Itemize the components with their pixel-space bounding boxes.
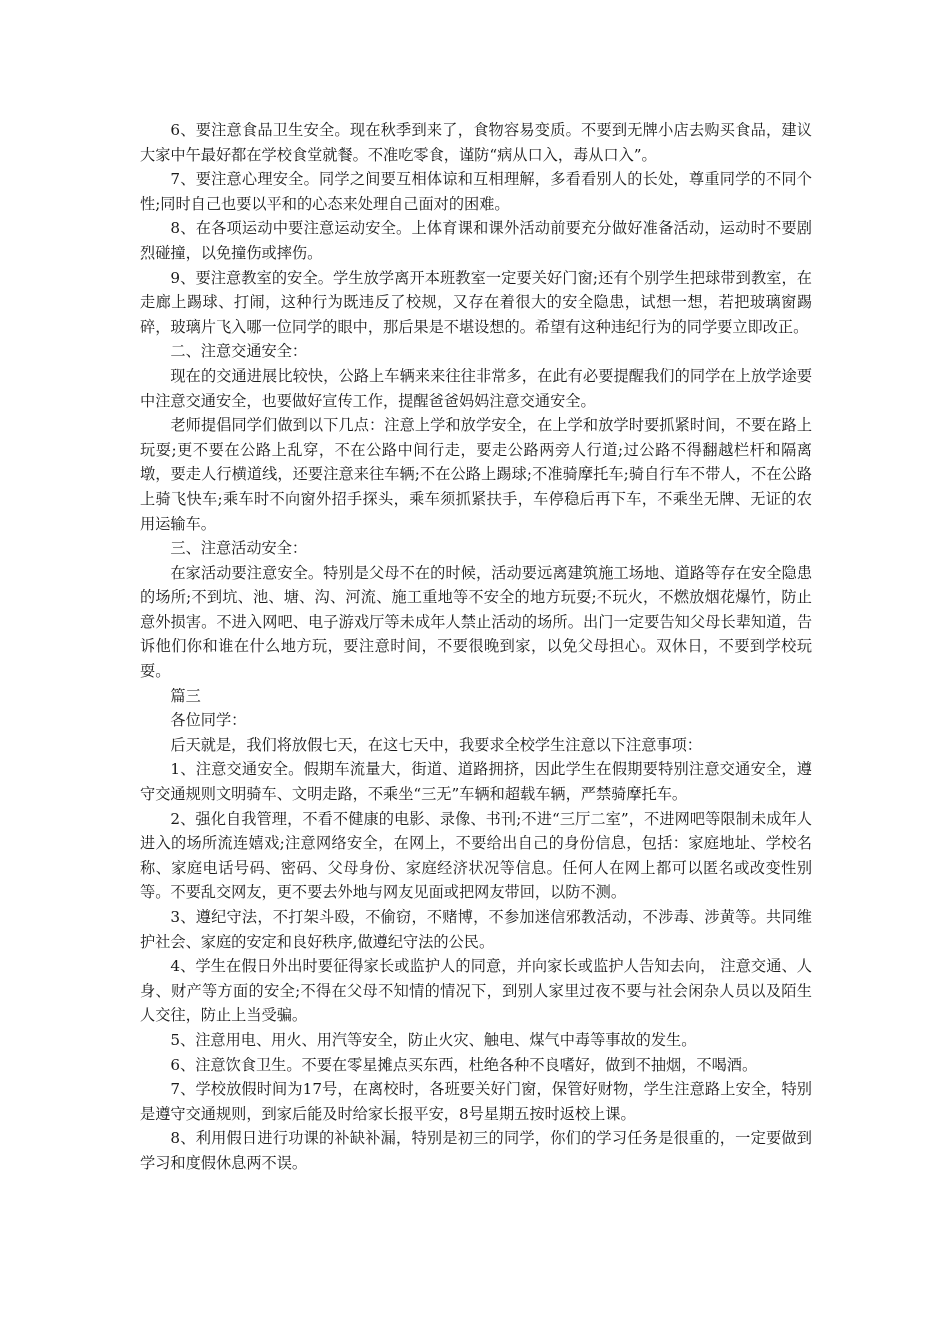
paragraph-item-8: 8、利用假日进行功课的补缺补漏，特别是初三的同学，你们的学习任务是很重的，一定要做到学习和度假休息两不误。: [140, 1129, 812, 1172]
paragraph-sports-safety: 8、在各项运动中要注意运动安全。上体育课和课外活动前要充分做好准备活动，运动时不要剧烈碰撞，以免撞伤或摔伤。: [140, 219, 812, 262]
salutation: 各位同学：: [170, 711, 247, 730]
paragraph-psychological-safety: 7、要注意心理安全。同学之间要互相体谅和互相理解，多看看别人的长处，尊重同学的不同个性;同时自己也要以平和的心态来处理自己面对的困难。: [140, 170, 812, 213]
paragraph-item-5: 5、注意用电、用火、用汽等安全，防止火灾、触电、煤气中毒等事故的发生。: [170, 1030, 697, 1049]
section-heading-activity: 三、注意活动安全：: [170, 539, 308, 558]
paragraph-item-1: 1、注意交通安全。假期车流量大，街道、道路拥挤，因此学生在假期要特别注意交通安全，遵守交通规则文明骑车、文明走路，不乘坐“三无”车辆和超载车辆，严禁骑摩托车。: [140, 760, 812, 804]
paragraph-traffic-intro: 现在的交通进展比较快，公路上车辆来来往往非常多，在此有必要提醒我们的同学在上放学途要中注意交通安全，也要做好宣传工作，提醒爸爸妈妈注意交通安全。: [140, 366, 812, 410]
paragraph-classroom-safety: 9、要注意教室的安全。学生放学离开本班教室一定要关好门窗;还有个别学生把球带到教室，在走廊上踢球、打闹，这种行为既违反了校规，又存在着很大的安全隐患，试想一想，若把玻璃窗踢碎，玻璃片飞入哪一位同学的眼中，那后果是不堪设想的。希望有这种违纪行为的同学要立即改正。: [140, 268, 812, 336]
paragraph-item-2: 2、强化自我管理，不看不健康的电影、录像、书刊;不进“三厅二室”，不进网吧等限制未成年人进入的场所流连嬉戏;注意网络安全，在网上，不要给出自己的身份信息，包括：家庭地址、学校名称、家庭电话号码、密码、父母身份、家庭经济状况等信息。任何人在网上都可以匿名或改变性别等。不要乱交网友，更不要去外地与网友见面或把网友带回，以防不测。: [140, 809, 812, 902]
section-heading-traffic: 二、注意交通安全：: [170, 342, 308, 361]
paragraph-holiday-intro: 后天就是，我们将放假七天，在这七天中，我要求全校学生注意以下注意事项：: [170, 735, 702, 754]
paragraph-traffic-rules: 老师提倡同学们做到以下几点：注意上学和放学安全，在上学和放学时要抓紧时间，不要在路上玩耍;更不要在公路上乱穿，不在公路中间行走，要走公路两旁人行道;过公路不得翻越栏杆和隔离墩，要走人行横道线，还要注意来往车辆;不在公路上踢球;不准骑摩托车;骑自行车不带人，不在公路上骑飞快车;乘车时不向窗外招手探头，乘车须抓紧扶手，车停稳后再下车，不乘坐无牌、无证的农用运输车。: [140, 416, 812, 533]
chapter-heading: 篇三: [170, 686, 201, 705]
paragraph-food-safety: 6、要注意食品卫生安全。现在秋季到来了，食物容易变质。不要到无牌小店去购买食品，建议大家中午最好都在学校食堂就餐。不准吃零食，谨防“病从口入，毒从口入”。: [140, 121, 812, 164]
paragraph-item-3: 3、遵纪守法，不打架斗殴，不偷窃，不赌博，不参加迷信邪教活动，不涉毒、涉黄等。共同维护社会、家庭的安定和良好秩序,做遵纪守法的公民。: [140, 908, 812, 951]
document-body: [140, 118, 812, 1176]
paragraph-item-4: 4、学生在假日外出时要征得家长或监护人的同意，并向家长或监护人告知去向， 注意交通、人身、财产等方面的安全;不得在父母不知情的情况下，到别人家里过夜不要与社会闲杂人员以及陌生人交往，防止上当受骗。: [140, 957, 812, 1025]
paragraph-item-6: 6、注意饮食卫生。不要在零星摊点买东西，杜绝各种不良嗜好，做到不抽烟，不喝酒。: [170, 1055, 758, 1074]
paragraph-item-7: 7、学校放假时间为17号，在离校时，各班要关好门窗，保管好财物，学生注意路上安全，特别是遵守交通规则，到家后能及时给家长报平安，8号星期五按时返校上课。: [140, 1080, 812, 1123]
paragraph-activity-safety: 在家活动要注意安全。特别是父母不在的时候，活动要远离建筑施工场地、道路等存在安全隐患的场所;不到坑、池、塘、沟、河流、施工重地等不安全的地方玩耍;不玩火，不燃放烟花爆竹，防止意外损害。不进入网吧、电子游戏厅等未成年人禁止活动的场所。出门一定要告知父母长辈知道，告诉他们你和谁在什么地方玩，要注意时间，不要很晚到家，以免父母担心。双休日，不要到学校玩耍。: [140, 563, 812, 681]
